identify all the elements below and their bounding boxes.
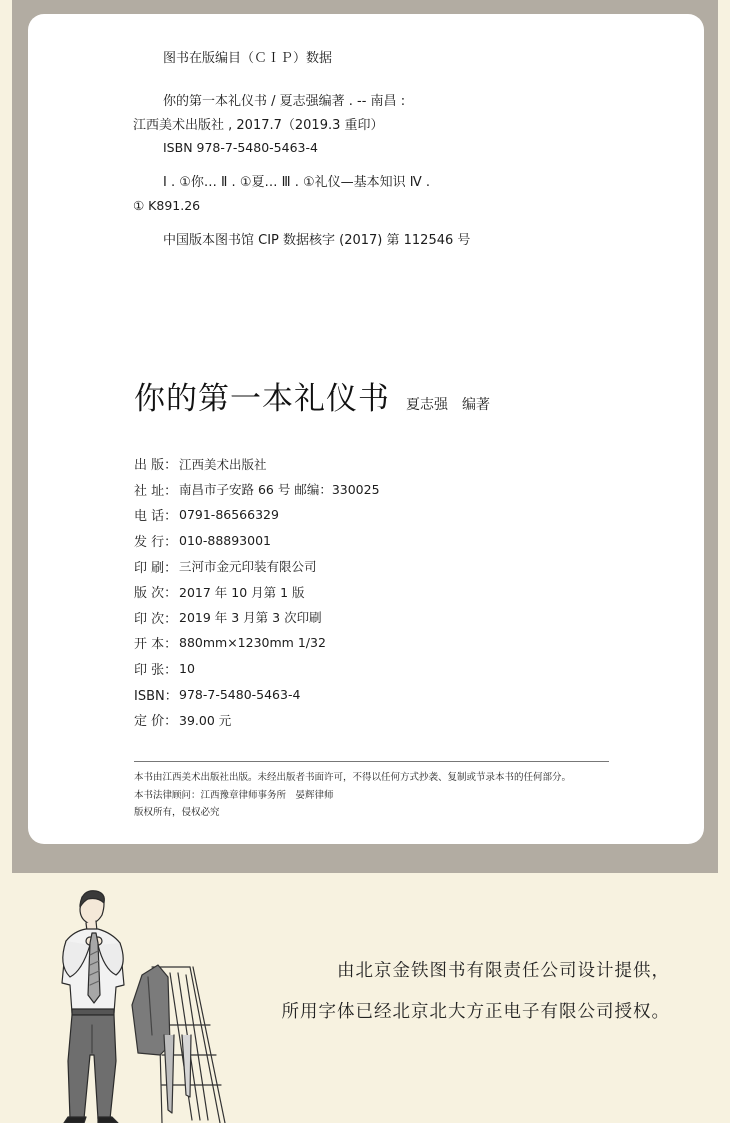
info-label: 开 本：: [134, 637, 178, 653]
info-value: 南昌市子安路 66 号 邮编：330025: [179, 482, 380, 498]
cip-class-line-1: Ⅰ . ①你… Ⅱ . ①夏… Ⅲ . ①礼仪—基本知识 Ⅳ .: [163, 175, 431, 190]
legal-counsel: 本书法律顾问：江西豫章律师事务所 晏辉律师: [134, 790, 334, 801]
info-label: 定 价：: [134, 714, 178, 730]
publication-info: [134, 451, 380, 733]
cip-isbn: ISBN 978-7-5480-5463-4: [163, 140, 318, 155]
copyright-page-card: [28, 14, 704, 844]
info-value: 2017 年 10 月第 1 版: [179, 584, 305, 600]
info-label: 印 刷：: [134, 560, 178, 576]
info-row: [134, 605, 380, 631]
info-label: ISBN：: [134, 688, 178, 704]
info-label: 发 行：: [134, 535, 178, 551]
info-row: [134, 630, 380, 656]
info-value: 39.00 元: [179, 712, 232, 728]
info-label: 印 次：: [134, 611, 178, 627]
cip-class-line-2: ① K891.26: [133, 198, 201, 213]
rights-reserved: 版权所有，侵权必究: [134, 807, 220, 818]
info-row: [134, 707, 380, 733]
info-value: 2019 年 3 月第 3 次印刷: [179, 610, 322, 626]
man-with-clothes-rack-illustration: [40, 885, 240, 1123]
book-author: 夏志强 编著: [406, 397, 490, 413]
info-value: 10: [179, 661, 195, 677]
info-value: 江西美术出版社: [179, 456, 267, 472]
info-row: [134, 553, 380, 579]
cip-line-1: 你的第一本礼仪书 / 夏志强编著 . -- 南昌 :: [163, 94, 406, 109]
info-value: 三河市金元印装有限公司: [179, 559, 317, 575]
book-title: 你的第一本礼仪书: [134, 381, 390, 417]
cip-number: 中国版本图书馆 CIP 数据核字 (2017) 第 112546 号: [163, 233, 471, 248]
info-row: [134, 656, 380, 682]
info-label: 版 次：: [134, 586, 178, 602]
info-row: [134, 451, 380, 477]
divider: [134, 761, 609, 762]
cip-heading: 图书在版编目（ＣＩＰ）数据: [163, 51, 333, 66]
info-row: [134, 477, 380, 503]
info-value: 0791-86566329: [179, 507, 279, 523]
info-row: [134, 681, 380, 707]
info-value: 978-7-5480-5463-4: [179, 686, 301, 702]
info-row: [134, 528, 380, 554]
copyright-notice: 本书由江西美术出版社出版。未经出版者书面许可，不得以任何方式抄袭、复制或节录本书的任何部分。: [134, 772, 572, 783]
info-row: [134, 579, 380, 605]
info-value: 010-88893001: [179, 533, 271, 549]
info-label: 印 张：: [134, 663, 178, 679]
info-value: 880mm×1230mm 1/32: [179, 635, 326, 651]
info-label: 电 话：: [134, 509, 178, 525]
font-license-credit: 所用字体已经北京北大方正电子有限公司授权。: [281, 1002, 670, 1022]
man-figure-icon: [62, 891, 124, 1123]
info-label: 出 版：: [134, 458, 178, 474]
info-row: [134, 502, 380, 528]
info-label: 社 址：: [134, 483, 178, 499]
cip-line-2: 江西美术出版社 , 2017.7（2019.3 重印）: [133, 118, 384, 133]
design-credit: 由北京金铁图书有限责任公司设计提供，: [337, 961, 670, 981]
